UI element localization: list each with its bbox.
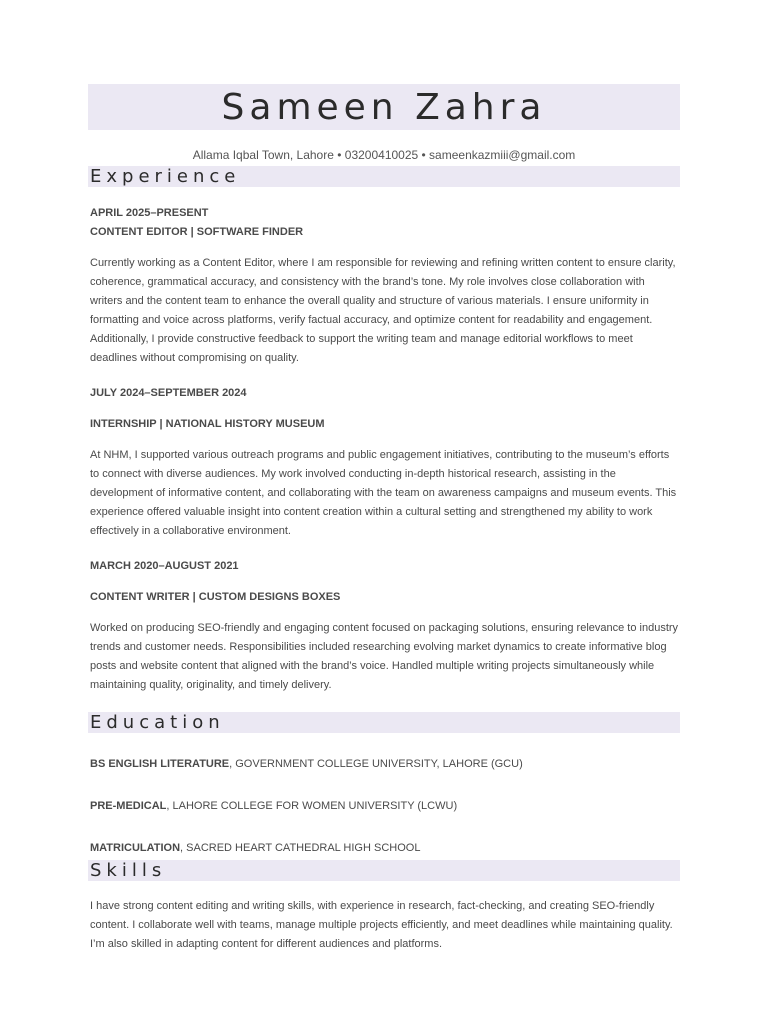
job-role: INTERNSHIP | NATIONAL HISTORY MUSEUM: [90, 418, 325, 430]
experience-section-header: [88, 166, 680, 187]
education-institution: , LAHORE COLLEGE FOR WOMEN UNIVERSITY (LCWU): [166, 800, 458, 812]
name-header: [88, 84, 680, 130]
education-degree: MATRICULATION: [90, 842, 181, 854]
education-degree: PRE-MEDICAL: [90, 800, 167, 812]
job-role: CONTENT WRITER | CUSTOM DESIGNS BOXES: [90, 591, 341, 603]
resume-page: [88, 84, 680, 954]
job-role: CONTENT EDITOR | SOFTWARE FINDER: [90, 226, 304, 238]
education-institution: , SACRED HEART CATHEDRAL HIGH SCHOOL: [180, 842, 421, 854]
job-date: APRIL 2025–PRESENT: [90, 207, 209, 219]
education-section-header: [88, 712, 680, 733]
skills-section-header: [88, 860, 680, 881]
job-date: JULY 2024–SEPTEMBER 2024: [90, 387, 247, 399]
job-date: MARCH 2020–AUGUST 2021: [90, 560, 239, 572]
job-entry: [88, 204, 680, 368]
job-entry: [88, 557, 680, 695]
contact-line: Allama Iqbal Town, Lahore • 03200410025 • sameenkazmiii@gmail.com: [192, 148, 576, 162]
job-description: At NHM, I supported various outreach programs and public engagement initiatives, contributing to the museum’s efforts to connect with diverse audiences. My work involved conducting in-depth historical research, assisting in the development of informative content, and collaborating with the team on awareness campaigns and museum events. This experience offered valuable insight into content creation within a cultural setting and strengthened my ability to work effectively in a collaborative environment.: [90, 449, 677, 537]
candidate-name: Sameen Zahra: [221, 86, 547, 128]
education-item: [88, 839, 680, 858]
education-item: [88, 755, 680, 774]
skills-description: I have strong content editing and writing skills, with experience in research, fact-checking, and creating SEO-friendly content. I collaborate well with teams, manage multiple projects efficiently, and meet deadlines while maintaining quality. I’m also skilled in adapting content for different audiences and platforms.: [90, 900, 673, 950]
job-description: Currently working as a Content Editor, where I am responsible for reviewing and refining written content to ensure clarity, coherence, grammatical accuracy, and consistency with the brand’s tone. My role involves close collaboration with writers and the content team to enhance the overall quality and structure of various materials. I ensure uniformity in formatting and voice across platforms, verify factual accuracy, and optimize content for readability and engagement. Additionally, I provide constructive feedback to support the writing team and manage editorial workflows to meet deadlines without compromising on quality.: [90, 257, 676, 364]
education-title: Education: [90, 712, 225, 733]
education-degree: BS ENGLISH LITERATURE: [90, 758, 230, 770]
education-institution: , GOVERNMENT COLLEGE UNIVERSITY, LAHORE (GCU): [229, 758, 523, 770]
job-entry: [88, 384, 680, 541]
skills-title: Skills: [90, 860, 167, 881]
education-item: [88, 797, 680, 816]
job-description: Worked on producing SEO-friendly and engaging content focused on packaging solutions, ensuring relevance to industry trends and customer needs. Responsibilities included researching evolving market dynamics to create informative blog posts and website content that aligned with the brand’s voice. Handled multiple writing projects simultaneously while maintaining quality, originality, and timely delivery.: [90, 622, 679, 691]
experience-title: Experience: [90, 166, 241, 187]
